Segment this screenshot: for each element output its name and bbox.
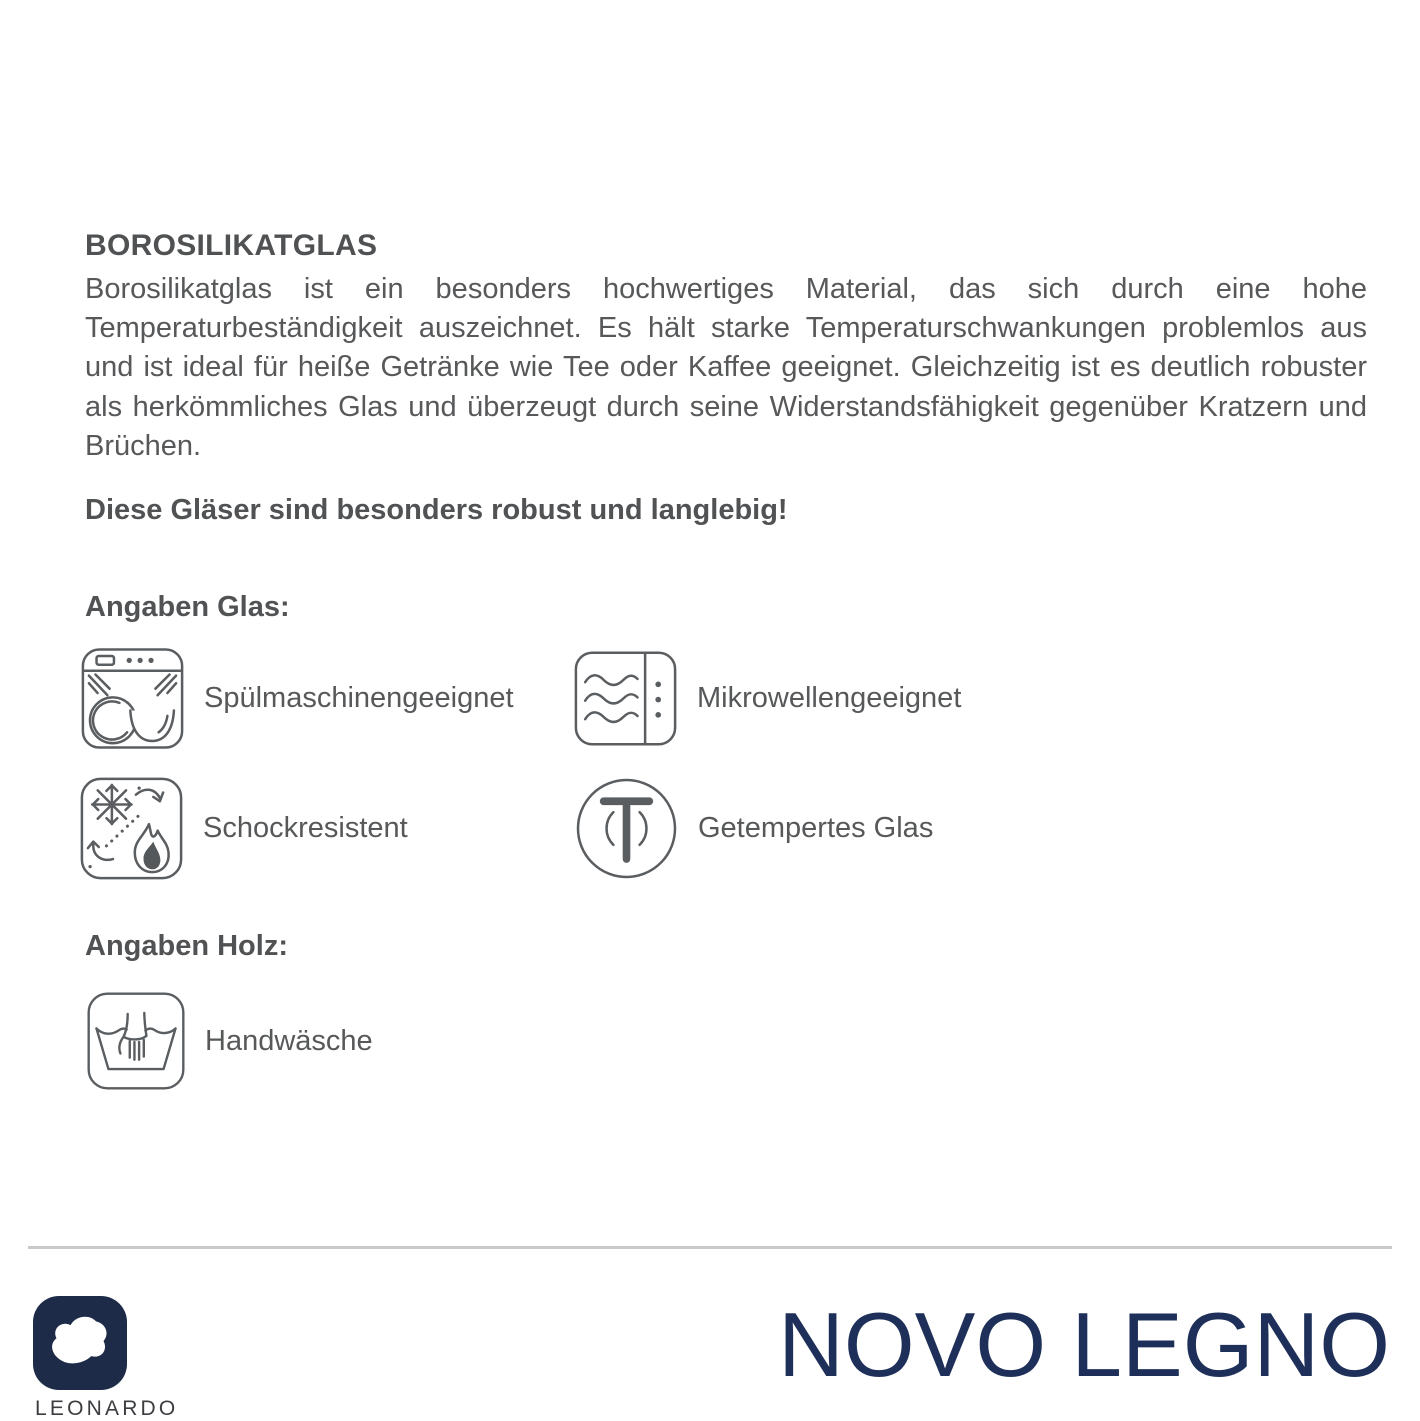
page-title: BOROSILIKATGLAS xyxy=(85,229,378,262)
handwash-icon xyxy=(84,989,188,1093)
shock-resistant-icon xyxy=(77,774,186,883)
feature-shock-resistant xyxy=(77,772,408,884)
feature-label: Handwäsche xyxy=(205,1024,373,1057)
paragraph-line: Borosilikatglas ist ein besonders hochwertiges Material, das sich durch eine hohe xyxy=(85,273,1367,305)
series-name: NOVO LEGNO xyxy=(778,1295,1390,1396)
microwave-safe-icon xyxy=(571,644,680,753)
feature-tempered-glass xyxy=(572,772,933,884)
paragraph-line: Brüchen. xyxy=(85,429,202,462)
tempered-glass-icon xyxy=(572,774,681,883)
leonardo-cloud-logo xyxy=(33,1296,127,1390)
wood-section-heading: Angaben Holz: xyxy=(85,930,288,962)
feature-label: Spülmaschinengeeignet xyxy=(204,681,514,714)
feature-label: Getempertes Glas xyxy=(698,811,934,844)
description-paragraph xyxy=(85,270,1367,466)
feature-label: Mikrowellengeeignet xyxy=(697,681,962,714)
feature-handwash xyxy=(84,988,373,1094)
paragraph-line: als herkömmliches Glas und überzeugt durch seine Widerstandsfähigkeit gegenüber Kratzern und xyxy=(85,390,1367,423)
feature-label: Schockresistent xyxy=(203,811,408,844)
paragraph-line: und ist ideal für heiße Getränke wie Tee oder Kaffee geeignet. Gleichzeitig ist es deutlich robuster xyxy=(85,351,1367,384)
feature-microwave-safe xyxy=(571,642,961,754)
highlight-text: Diese Gläser sind besonders robust und langlebig! xyxy=(85,494,788,526)
paragraph-line: Temperaturbeständigkeit auszeichnet. Es hält starke Temperaturschwankungen problemlos aus xyxy=(85,312,1367,345)
feature-dishwasher-safe xyxy=(78,642,514,754)
brand-name: LEONARDO xyxy=(35,1397,179,1420)
footer-divider xyxy=(28,1246,1392,1249)
glass-section-heading: Angaben Glas: xyxy=(85,591,290,623)
dishwasher-safe-icon xyxy=(78,644,187,753)
